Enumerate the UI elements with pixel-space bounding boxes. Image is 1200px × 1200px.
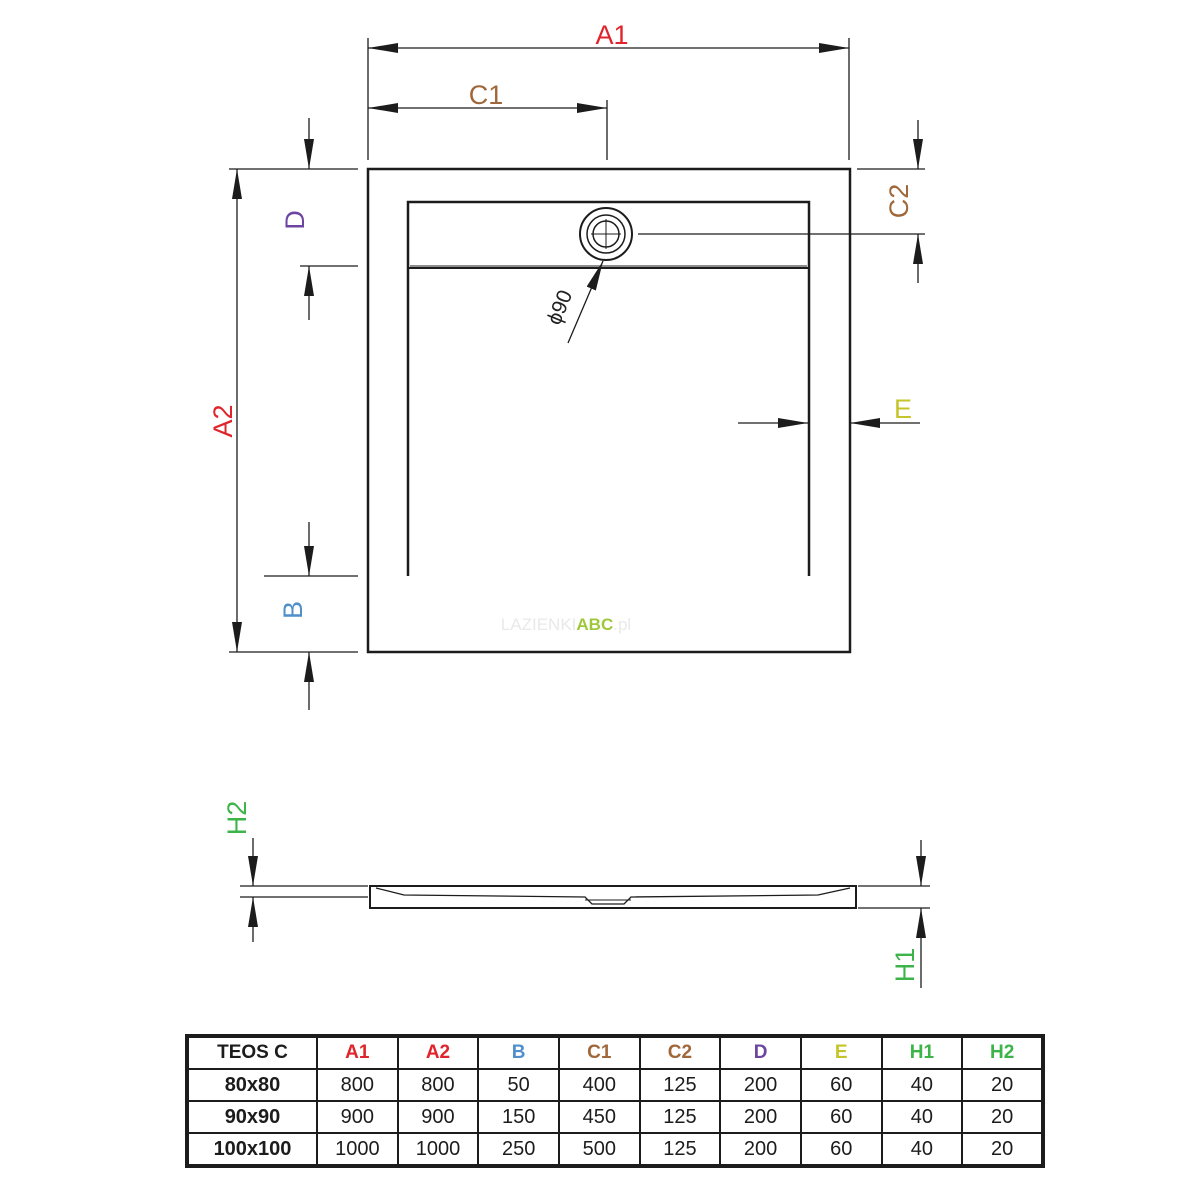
cell-D: 200 [720, 1133, 801, 1166]
cell-H2: 20 [962, 1069, 1043, 1101]
header-D: D [720, 1036, 801, 1069]
cell-A1: 900 [317, 1101, 398, 1133]
cell-C1: 450 [559, 1101, 640, 1133]
cell-C1: 400 [559, 1069, 640, 1101]
cell-B: 150 [478, 1101, 559, 1133]
cell-C2: 125 [640, 1133, 721, 1166]
table-row [187, 1101, 1043, 1133]
cell-A2: 1000 [398, 1133, 479, 1166]
dim-H2 [240, 838, 368, 942]
cell-E: 60 [801, 1069, 882, 1101]
header-E: E [801, 1036, 882, 1069]
label-D: D [280, 210, 310, 230]
table-header-row [187, 1036, 1043, 1069]
label-C1: C1 [468, 80, 504, 110]
cell-B: 250 [478, 1133, 559, 1166]
label-A2: A2 [208, 404, 238, 438]
cell-A2: 800 [398, 1069, 479, 1101]
top-view [368, 169, 850, 652]
row-model: 90x90 [187, 1101, 317, 1133]
dim-A1 [368, 38, 849, 160]
label-H1: H1 [890, 947, 920, 983]
cell-B: 50 [478, 1069, 559, 1101]
label-A1: A1 [595, 20, 629, 50]
cell-D: 200 [720, 1069, 801, 1101]
drain-icon [580, 208, 632, 260]
header-H1: H1 [882, 1036, 963, 1069]
row-model: 100x100 [187, 1133, 317, 1166]
cell-A1: 800 [317, 1069, 398, 1101]
cell-H2: 20 [962, 1101, 1043, 1133]
watermark-brand: ABC [576, 615, 614, 634]
cell-H2: 20 [962, 1133, 1043, 1166]
tray-profile [370, 886, 856, 908]
table-row [187, 1069, 1043, 1101]
label-H2: H2 [222, 800, 252, 836]
label-E: E [893, 394, 913, 424]
label-C2: C2 [884, 183, 914, 219]
header-A1: A1 [317, 1036, 398, 1069]
tray-inner-rim [408, 202, 809, 576]
watermark-suffix: .pl [613, 615, 632, 634]
watermark [501, 615, 631, 634]
header-C1: C1 [559, 1036, 640, 1069]
header-A2: A2 [398, 1036, 479, 1069]
cell-E: 60 [801, 1133, 882, 1166]
cell-A2: 900 [398, 1101, 479, 1133]
header-H2: H2 [962, 1036, 1043, 1069]
dimension-table [185, 1034, 1045, 1168]
cell-E: 60 [801, 1101, 882, 1133]
table-row [187, 1133, 1043, 1166]
cell-A1: 1000 [317, 1133, 398, 1166]
cell-H1: 40 [882, 1133, 963, 1166]
label-B: B [278, 600, 308, 620]
watermark-prefix: LAZIENKI [500, 615, 577, 634]
cell-C1: 500 [559, 1133, 640, 1166]
header-B: B [478, 1036, 559, 1069]
cell-H1: 40 [882, 1101, 963, 1133]
side-view [370, 886, 856, 908]
cell-D: 200 [720, 1101, 801, 1133]
tray-outline [368, 169, 850, 652]
cell-H1: 40 [882, 1069, 963, 1101]
label-diameter: ϕ90 [542, 286, 578, 329]
header-model: TEOS C [187, 1036, 317, 1069]
row-model: 80x80 [187, 1069, 317, 1101]
header-C2: C2 [640, 1036, 721, 1069]
cell-C2: 125 [640, 1101, 721, 1133]
dim-A2 [229, 169, 358, 652]
cell-C2: 125 [640, 1069, 721, 1101]
